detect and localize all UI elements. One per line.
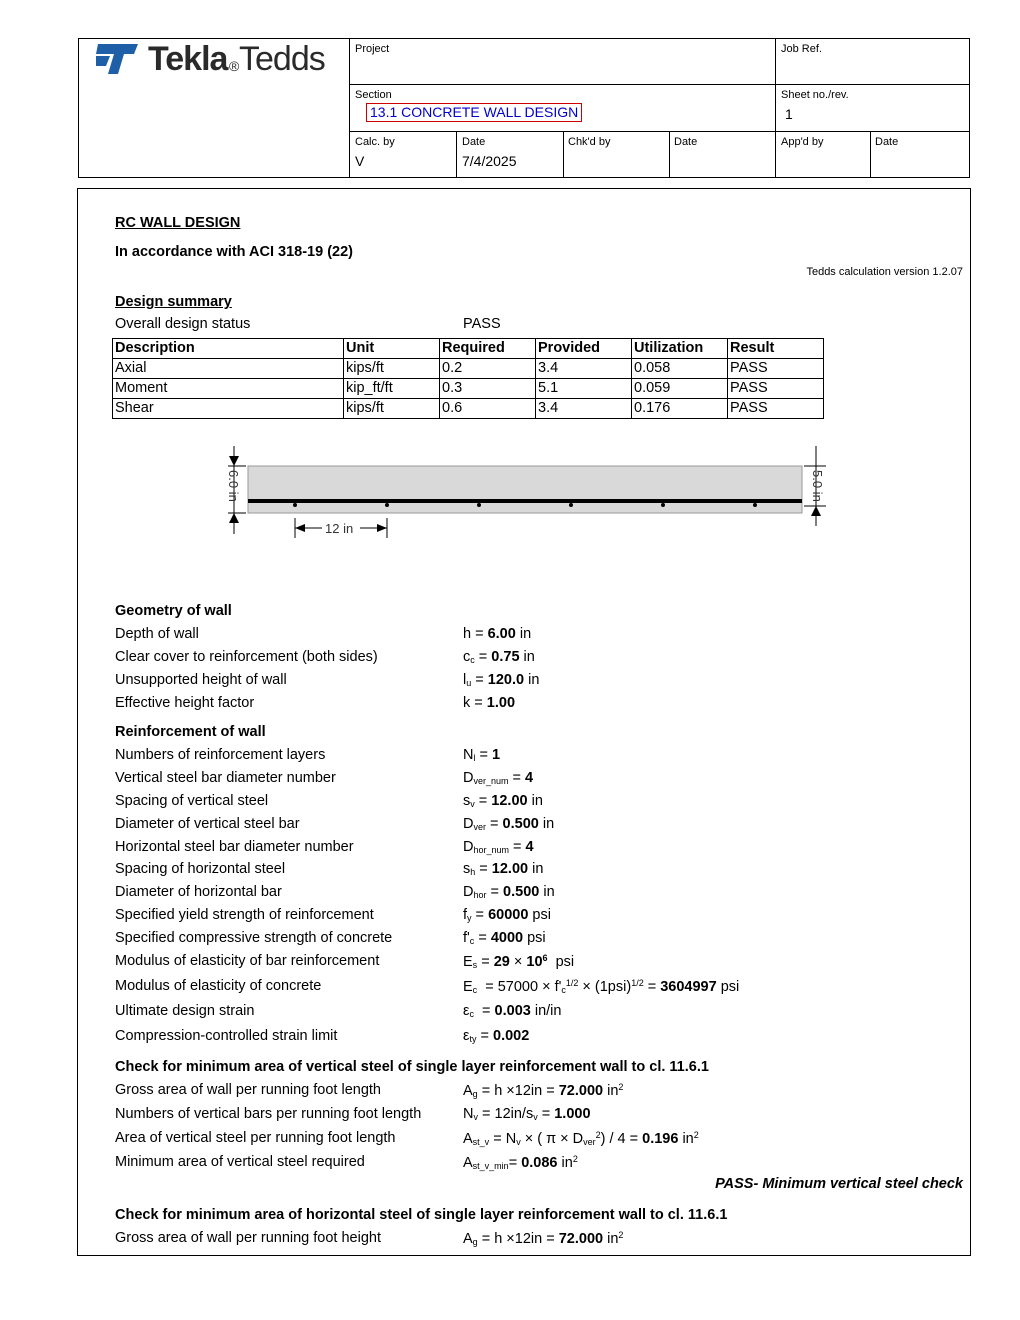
hdr-vline bbox=[870, 131, 871, 178]
wall-concrete bbox=[248, 466, 802, 513]
cell: 0.176 bbox=[632, 399, 728, 419]
cell: 3.4 bbox=[536, 359, 632, 379]
horizontal-bar bbox=[385, 503, 389, 507]
hdr-vline bbox=[669, 131, 670, 178]
ast-value: $A_{st\_v} = N_v$ × ( $\pi \times D_{ver}^2) / 4 = 0.196$ $in^2$ bbox=[463, 1130, 699, 1147]
depth-value: h = 6.00 in bbox=[463, 626, 532, 642]
summary-table bbox=[112, 338, 824, 419]
vertical-check-result: PASS- Minimum vertical steel check bbox=[715, 1176, 963, 1192]
ag-h-label: Gross area of wall per running foot height bbox=[115, 1230, 381, 1246]
nl-value: $N_l = 1$ bbox=[463, 747, 501, 763]
logo-text-bold: Tekla bbox=[148, 40, 228, 78]
appd-label: App'd by bbox=[781, 136, 824, 148]
th-utilization: Utilization bbox=[632, 339, 728, 359]
table-row bbox=[113, 399, 824, 419]
es-label: Modulus of elasticity of bar reinforcement bbox=[115, 953, 380, 969]
hdr-hline bbox=[349, 84, 970, 85]
section-value: 13.1 CONCRETE WALL DESIGN bbox=[366, 103, 582, 122]
th-unit: Unit bbox=[344, 339, 440, 359]
cover-value: $c_c = 0.75$ in bbox=[463, 649, 535, 665]
cell: PASS bbox=[728, 359, 824, 379]
dhn-label: Horizontal steel bar diameter number bbox=[115, 839, 354, 855]
table-header-row bbox=[113, 339, 824, 359]
sh-label: Spacing of horizontal steel bbox=[115, 861, 286, 877]
chkd-label: Chk'd by bbox=[568, 136, 611, 148]
k-value: k = 1.00 bbox=[463, 695, 516, 711]
horizontal-bar bbox=[753, 503, 757, 507]
tekla-logo bbox=[96, 42, 336, 78]
fc-value: $f'_c = 4000$ psi bbox=[463, 930, 546, 946]
calcby-label: Calc. by bbox=[355, 136, 395, 148]
nl-label: Numbers of reinforcement layers bbox=[115, 747, 326, 763]
th-provided: Provided bbox=[536, 339, 632, 359]
summary-heading: Design summary bbox=[115, 294, 232, 310]
sheet-label: Sheet no./rev. bbox=[781, 89, 849, 101]
dh-label: Diameter of horizontal bar bbox=[115, 884, 282, 900]
cover-label: 5.0 in bbox=[810, 470, 825, 502]
date3-label: Date bbox=[875, 136, 899, 148]
eps-value: $\varepsilon_c = 0.003$ in/in bbox=[463, 1003, 562, 1019]
cell: 0.3 bbox=[440, 379, 536, 399]
ec-label: Modulus of elasticity of concrete bbox=[115, 978, 322, 994]
cell: Axial bbox=[113, 359, 344, 379]
hdr-vline bbox=[563, 131, 564, 178]
cell: 0.2 bbox=[440, 359, 536, 379]
wall-section-diagram bbox=[210, 440, 840, 550]
ety-value: $\varepsilon_{ty} = 0.002$ bbox=[463, 1028, 530, 1044]
th-required: Required bbox=[440, 339, 536, 359]
ag-value: $A_g = h \times 12in = 72.000$ $in^2$ bbox=[463, 1082, 624, 1099]
hdr-vline bbox=[349, 38, 350, 178]
k-label: Effective height factor bbox=[115, 695, 255, 711]
overall-value: PASS bbox=[463, 316, 501, 332]
cell: Moment bbox=[113, 379, 344, 399]
cell: kips/ft bbox=[344, 399, 440, 419]
ast-label: Area of vertical steel per running foot length bbox=[115, 1130, 396, 1146]
date2-label: Date bbox=[674, 136, 698, 148]
min-value: $A_{st\_v\_min}= 0.086$ $in^2$ bbox=[463, 1154, 578, 1171]
dvn-label: Vertical steel bar diameter number bbox=[115, 770, 336, 786]
cell: Shear bbox=[113, 399, 344, 419]
section-label: Section bbox=[355, 89, 392, 101]
cell: 3.4 bbox=[536, 399, 632, 419]
horizontal-bar bbox=[569, 503, 573, 507]
table-row bbox=[113, 379, 824, 399]
ag-label: Gross area of wall per running foot length bbox=[115, 1082, 381, 1098]
horizontal-bar bbox=[477, 503, 481, 507]
doc-title: RC WALL DESIGN bbox=[115, 215, 241, 231]
hdr-vline bbox=[456, 131, 457, 178]
cell: PASS bbox=[728, 379, 824, 399]
min-label: Minimum area of vertical steel required bbox=[115, 1154, 365, 1170]
overall-label: Overall design status bbox=[115, 316, 251, 332]
cell: 5.1 bbox=[536, 379, 632, 399]
tekla-logo-icon bbox=[96, 42, 140, 76]
horizontal-bar bbox=[293, 503, 297, 507]
fc-label: Specified compressive strength of concrete bbox=[115, 930, 393, 946]
jobref-label: Job Ref. bbox=[781, 43, 822, 55]
fy-label: Specified yield strength of reinforcement bbox=[115, 907, 374, 923]
table-row bbox=[113, 359, 824, 379]
sheet-value: 1 bbox=[785, 106, 793, 122]
sv-value: $s_v = 12.00$ in bbox=[463, 793, 543, 809]
project-label: Project bbox=[355, 43, 390, 55]
dhn-value: $D_{hor\_num} = 4$ bbox=[463, 839, 534, 855]
logo-text-light: Tedds bbox=[239, 40, 325, 78]
cell: 0.6 bbox=[440, 399, 536, 419]
cell: kip_ft/ft bbox=[344, 379, 440, 399]
dv-label: Diameter of vertical steel bar bbox=[115, 816, 300, 832]
cover-label: Clear cover to reinforcement (both sides) bbox=[115, 649, 378, 665]
hdr-hline bbox=[349, 131, 970, 132]
th-result: Result bbox=[728, 339, 824, 359]
doc-version: Tedds calculation version 1.2.07 bbox=[806, 266, 963, 278]
nv-label: Numbers of vertical bars per running foot length bbox=[115, 1106, 422, 1122]
eps-label: Ultimate design strain bbox=[115, 1003, 255, 1019]
unsupported-value: $l_u = 120.0$ in bbox=[463, 672, 540, 688]
hdr-vline bbox=[775, 38, 776, 178]
dv-value: $D_{ver} = 0.500$ in bbox=[463, 816, 555, 832]
vertical-check-heading: Check for minimum area of vertical steel of single layer reinforcement wall to cl. 11.6.1 bbox=[115, 1059, 709, 1075]
fy-value: $f_y = 60000$ psi bbox=[463, 907, 551, 923]
reinforcement-heading: Reinforcement of wall bbox=[115, 724, 266, 740]
depth-label: 6.0 in bbox=[226, 470, 241, 502]
logo-dot: ® bbox=[229, 58, 240, 74]
spacing-label: 12 in bbox=[325, 521, 354, 536]
nv-value: $N_v = 12in/s_v = 1.000$ bbox=[463, 1106, 591, 1122]
calcby-value: V bbox=[355, 153, 365, 169]
depth-label: Depth of wall bbox=[115, 626, 199, 642]
date-value: 7/4/2025 bbox=[462, 153, 517, 169]
ec-value: $E_c = 57000 \times f'_c^{1/2} \times (1psi)^{1/2} = 3604997$ psi bbox=[463, 978, 740, 995]
doc-standard: In accordance with ACI 318-19 (22) bbox=[115, 244, 353, 260]
horizontal-check-heading: Check for minimum area of horizontal steel of single layer reinforcement wall to cl. 11.6.1 bbox=[115, 1207, 728, 1223]
cell: kips/ft bbox=[344, 359, 440, 379]
cell: 0.058 bbox=[632, 359, 728, 379]
sv-label: Spacing of vertical steel bbox=[115, 793, 269, 809]
date-label: Date bbox=[462, 136, 486, 148]
ety-label: Compression-controlled strain limit bbox=[115, 1028, 338, 1044]
ag-h-value: $A_g = h \times 12in = 72.000$ $in^2$ bbox=[463, 1230, 624, 1247]
es-value: $E_s = 29 \times 10^6$ psi bbox=[463, 953, 575, 970]
th-description: Description bbox=[113, 339, 344, 359]
cell: PASS bbox=[728, 399, 824, 419]
geometry-heading: Geometry of wall bbox=[115, 603, 232, 619]
horizontal-bar bbox=[661, 503, 665, 507]
unsupported-label: Unsupported height of wall bbox=[115, 672, 287, 688]
sh-value: $s_h = 12.00$ in bbox=[463, 861, 544, 877]
dh-value: $D_{hor} = 0.500$ in bbox=[463, 884, 555, 900]
cell: 0.059 bbox=[632, 379, 728, 399]
dvn-value: $D_{ver\_num} = 4$ bbox=[463, 770, 534, 786]
